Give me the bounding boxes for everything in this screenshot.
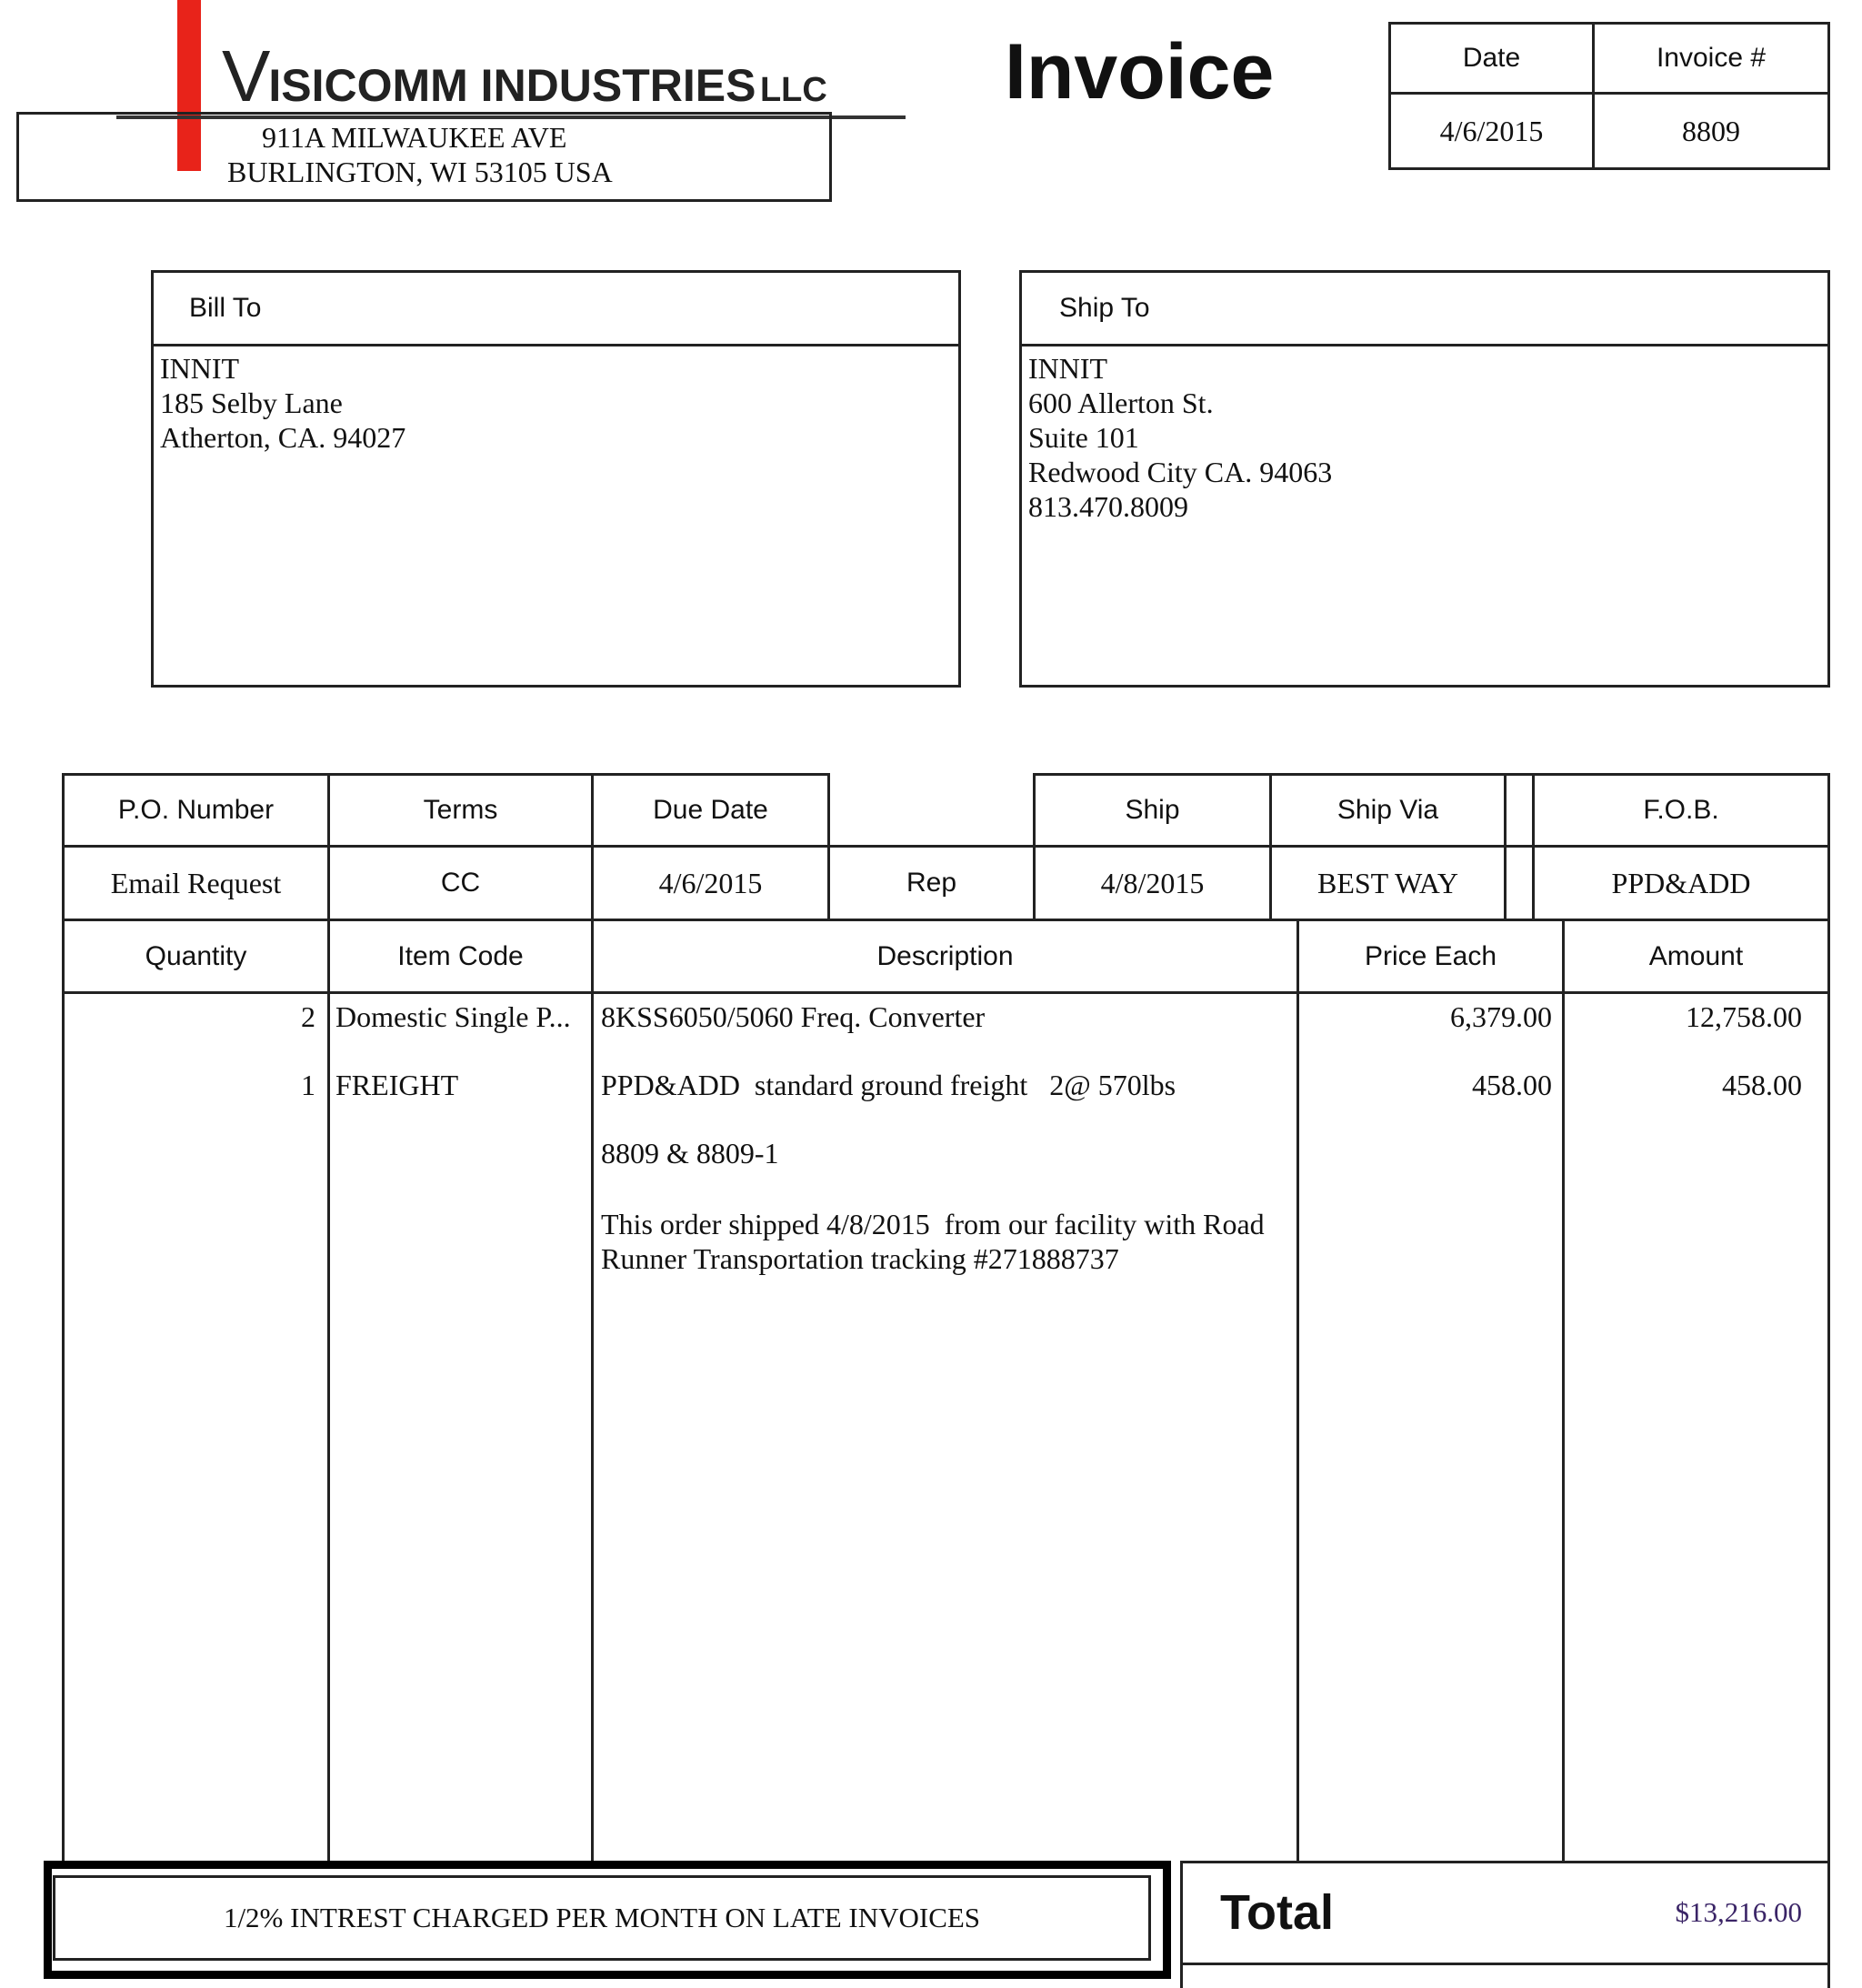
bill-to-line: INNIT — [160, 352, 240, 385]
line-item-description: PPD&ADD standard ground freight 2@ 570lbs — [601, 1069, 1176, 1101]
fob-label: F.O.B. — [1643, 795, 1719, 825]
amount-header: Amount — [1648, 940, 1744, 971]
ship-via-value: BEST WAY — [1316, 866, 1458, 899]
table-col-divider — [1562, 919, 1565, 1861]
line-item-quantity: 1 — [301, 1069, 315, 1101]
line-item-description: 8KSS6050/5060 Freq. Converter — [601, 1000, 986, 1033]
bill-to-address — [160, 351, 405, 455]
ship-to-line: INNIT — [1028, 352, 1108, 385]
ship-to-divider — [1019, 344, 1830, 346]
po-number-value: Email Request — [110, 866, 282, 899]
ship-to-line: Redwood City CA. 94063 — [1028, 456, 1333, 488]
item-code-header: Item Code — [397, 940, 524, 971]
bill-to-line: Atherton, CA. 94027 — [160, 421, 406, 454]
total-box-left — [1180, 1861, 1183, 1988]
company-address-line2: BURLINGTON, WI 53105 USA — [227, 156, 613, 188]
fob-value: PPD&ADD — [1611, 866, 1751, 899]
ship-to-line: 813.470.8009 — [1028, 490, 1188, 523]
shipping-note-line1: This order shipped 4/8/2015 from our facility with Road — [601, 1208, 1265, 1240]
table-right-border — [1827, 773, 1830, 1988]
table-col-divider — [1296, 919, 1299, 1861]
ship-to-label: Ship To — [1059, 293, 1150, 323]
document-title: Invoice — [1005, 28, 1275, 115]
due-date-label: Due Date — [653, 795, 768, 825]
terms-value: CC — [440, 868, 481, 898]
po-number-label: P.O. Number — [117, 795, 275, 825]
bill-to-label: Bill To — [189, 293, 262, 323]
ship-to-address — [1028, 351, 1332, 524]
bill-to-box — [151, 270, 961, 688]
late-interest-notice: 1/2% INTREST CHARGED PER MONTH ON LATE INVOICES — [223, 1902, 981, 1933]
invoice-number-label: Invoice # — [1656, 43, 1767, 73]
company-name-initial: V — [222, 35, 269, 116]
total-box-top — [1180, 1861, 1830, 1863]
rep-label: Rep — [906, 868, 957, 898]
invoice-number: 8809 — [1682, 114, 1740, 147]
ship-date-value: 4/8/2015 — [1100, 866, 1205, 899]
line-item-amount: 458.00 — [1722, 1069, 1802, 1101]
order-grid-v — [1504, 773, 1507, 919]
date-label: Date — [1462, 43, 1521, 73]
total-label: Total — [1220, 1885, 1334, 1940]
shipping-note-line2: Runner Transportation tracking #271888737 — [601, 1242, 1119, 1275]
total-box-bottom — [1180, 1963, 1830, 1965]
company-name — [222, 35, 827, 118]
line-item-price: 6,379.00 — [1450, 1000, 1552, 1033]
line-item-code: FREIGHT — [335, 1069, 459, 1101]
quantity-header: Quantity — [145, 940, 247, 971]
ship-via-label: Ship Via — [1336, 795, 1439, 825]
price-each-header: Price Each — [1364, 940, 1497, 971]
ship-to-line: 600 Allerton St. — [1028, 387, 1214, 419]
line-item-quantity: 2 — [301, 1000, 315, 1033]
company-address-line1: 911A MILWAUKEE AVE — [262, 121, 567, 154]
due-date-value: 4/6/2015 — [658, 866, 763, 899]
ship-to-line: Suite 101 — [1028, 421, 1139, 454]
description-header: Description — [876, 940, 1014, 971]
company-name-suffix: LLC — [759, 71, 827, 109]
bill-to-divider — [151, 344, 961, 346]
company-name-main: ISICOMM INDUSTRIES — [268, 60, 756, 111]
line-item-amount: 12,758.00 — [1686, 1000, 1802, 1033]
bill-to-line: 185 Selby Lane — [160, 387, 343, 419]
terms-label: Terms — [423, 795, 498, 825]
line-item-price: 458.00 — [1472, 1069, 1552, 1101]
line-item-code: Domestic Single P... — [335, 1000, 571, 1033]
invoice-date: 4/6/2015 — [1439, 114, 1544, 147]
ship-label: Ship — [1125, 795, 1180, 825]
total-value: $13,216.00 — [1675, 1896, 1802, 1928]
order-reference-note: 8809 & 8809-1 — [601, 1137, 779, 1170]
